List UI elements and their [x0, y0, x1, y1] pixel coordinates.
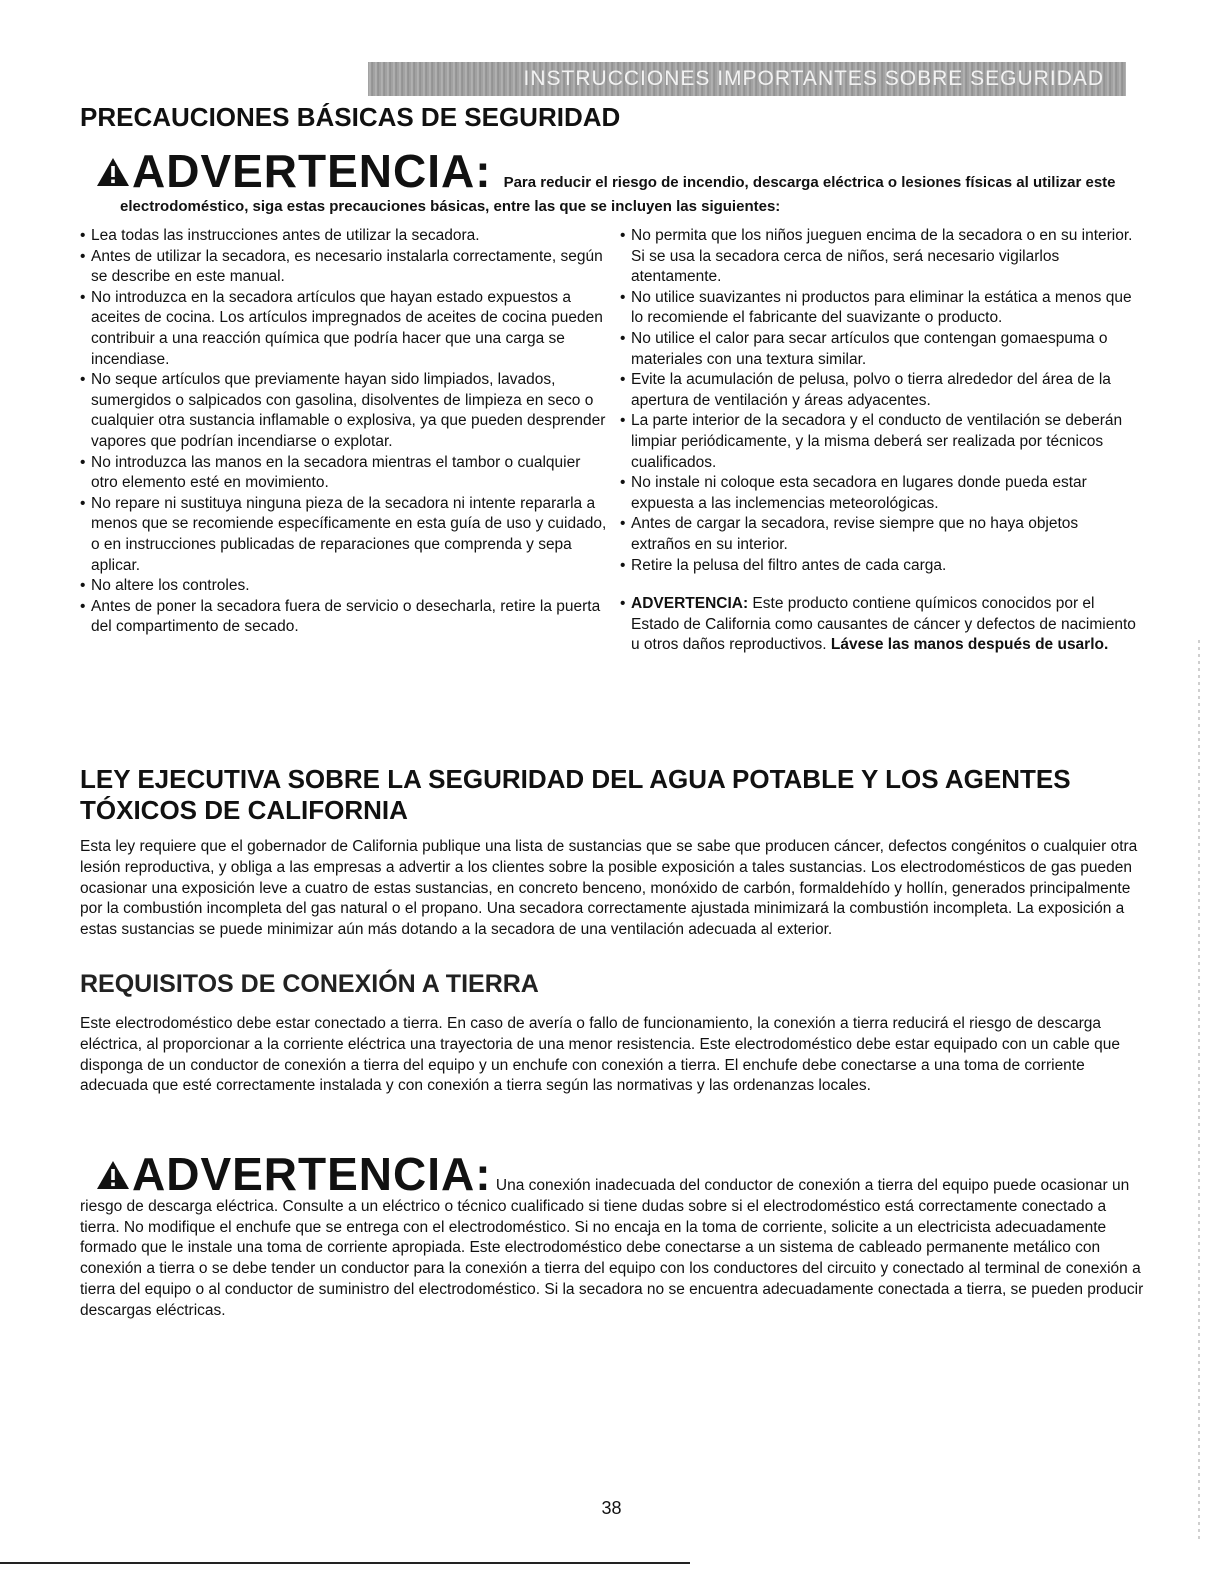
right-precautions-list	[620, 226, 1140, 576]
left-precautions-list	[80, 226, 610, 638]
precaution-item: • Antes de poner la secadora fuera de servicio o desecharla, retire la puerta del compartimento de secado.	[80, 597, 610, 638]
precaution-item: • No permita que los niños jueguen encima de la secadora o en su interior. Si se usa la secadora cerca de niños, será necesario vigilarlos atentamente.	[620, 226, 1140, 288]
chemical-warning-wash-hands: Lávese las manos después de usarlo.	[830, 636, 1109, 654]
grounding-requirements-title: REQUISITOS DE CONEXIÓN A TIERRA	[80, 970, 539, 998]
right-precautions-column	[620, 226, 1140, 656]
precaution-item: • La parte interior de la secadora y el conducto de ventilación se deberán limpiar periódicamente, y la misma deberá ser realizada por técnicos cualificados.	[620, 411, 1140, 473]
scan-edge-artifact	[1198, 640, 1200, 1540]
warning-intro-line2: electrodoméstico, siga estas precauciones básicas, entre las que se incluyen las siguientes:	[120, 198, 781, 215]
grounding-requirements-body: Este electrodoméstico debe estar conectado a tierra. En caso de avería o fallo de funcionamiento, la conexión a tierra reducirá el riesgo de descarga eléctrica, al proporcionar a la corriente eléctrica una trayectoria de una menor resistencia. Este electrodoméstico debe estar equipado con un cable que disponga de un conductor de conexión a tierra del equipo y un enchufe con conexión a tierra. El enchufe debe conectarse a una toma de corriente adecuada que esté correctamente instalada y con conexión a tierra según las normativas y las ordenanzas locales.	[80, 1015, 1120, 1095]
precaution-item: • No instale ni coloque esta secadora en lugares donde pueda estar expuesta a las inclemencias meteorológicas.	[620, 473, 1140, 514]
precaution-item: • No introduzca las manos en la secadora mientras el tambor o cualquier otro elemento esté en movimiento.	[80, 453, 610, 494]
precaution-item: • Antes de utilizar la secadora, es necesario instalarla correctamente, según se describe en este manual.	[80, 247, 610, 288]
section-banner	[368, 62, 1126, 96]
precaution-item: • No repare ni sustituya ninguna pieza de la secadora ni intente repararla a menos que se recomiende específicamente en esta guía de uso y cuidado, o en instrucciones publicadas de reparaciones que comprenda y sepa aplicar.	[80, 494, 610, 576]
basic-safety-title: PRECAUCIONES BÁSICAS DE SEGURIDAD	[80, 102, 621, 132]
banner-text: INSTRUCCIONES IMPORTANTES SOBRE SEGURIDAD	[523, 67, 1104, 90]
california-law-title: LEY EJECUTIVA SOBRE LA SEGURIDAD DEL AGUA POTABLE Y LOS AGENTES TÓXICOS DE CALIFORNIA	[80, 764, 1071, 825]
warning-word: ADVERTENCIA:	[132, 145, 492, 197]
precaution-item: • No utilice el calor para secar artículos que contengan gomaespuma o materiales con una textura similar.	[620, 329, 1140, 370]
chemical-warning-item	[620, 594, 1140, 656]
precaution-item: • No utilice suavizantes ni productos para eliminar la estática a menos que lo recomiende el fabricante del suavizante o producto.	[620, 288, 1140, 329]
precaution-item: • Lea todas las instrucciones antes de utilizar la secadora.	[80, 226, 610, 247]
precaution-item: • No altere los controles.	[80, 576, 610, 597]
precaution-item: • No seque artículos que previamente hayan sido limpiados, lavados, sumergidos o salpicados con gasolina, disolventes de limpieza en seco o cualquier otra sustancia inflamable o explosiva, ya que pueden desprender vapores que podrían incendiarse o explotar.	[80, 370, 610, 452]
warning-header	[96, 146, 1156, 215]
precaution-item: • Antes de cargar la secadora, revise siempre que no haya objetos extraños en su interior.	[620, 514, 1140, 555]
precaution-item: • No introduzca en la secadora artículos que hayan estado expuestos a aceites de cocina. Los artículos impregnados de aceites de cocina pueden contribuir a una reacción química que podría hacer que una carga se incendiase.	[80, 288, 610, 370]
page-number: 38	[601, 1498, 622, 1518]
warning-intro-line1: Para reducir el riesgo de incendio, descarga eléctrica o lesiones físicas al utilizar este	[503, 174, 1116, 191]
precaution-item: • Evite la acumulación de pelusa, polvo o tierra alrededor del área de la apertura de ventilación y áreas adyacentes.	[620, 370, 1140, 411]
warning-triangle-icon	[96, 157, 130, 187]
precaution-item: • Retire la pelusa del filtro antes de cada carga.	[620, 556, 1140, 577]
warning-word: ADVERTENCIA:	[132, 1148, 492, 1200]
chemical-warning-label: ADVERTENCIA:	[631, 595, 749, 613]
warning-triangle-icon	[96, 1160, 130, 1190]
grounding-warning	[80, 1148, 1146, 1322]
chemical-warning-text: Este producto contiene químicos conocidos por el Estado de California como causantes de cáncer y defectos de nacimiento u otros daños reproductivos.	[631, 595, 1136, 654]
california-law-body: Esta ley requiere que el gobernador de California publique una lista de sustancias que se sabe que producen cáncer, defectos congénitos o cualquier otra lesión reproductiva, y obliga a las empresas a advertir a los clientes sobre la posible exposición a tales sustancias. Los electrodomésticos de gas pueden ocasionar una exposición leve a cuatro de estas sustancias, en concreto benceno, monóxido de carbón, formaldehído y hollín, generados principalmente por la combustión incompleta del gas natural o el propano. Una secadora correctamente ajustada minimizará la combustión incompleta. La exposición a estas sustancias se puede minimizar aún más dotando a la secadora de una ventilación adecuada al exterior.	[80, 838, 1138, 939]
grounding-warning-text: Una conexión inadecuada del conductor de conexión a tierra del equipo puede ocasionar un riesgo de descarga eléctrica. Consulte a un eléctrico o técnico cualificado si tiene dudas sobre si el electrodoméstico está correctamente conectado a tierra. No modifique el enchufe que se entrega con el electrodoméstico. Si no encaja en la toma de corriente, solicite a un electricista adecuadamente formado que le instale una toma de corriente apropiada. Este electrodoméstico debe conectarse a un sistema de cableado permanente metálico con conexión a tierra o se debe tender un conductor para la conexión a tierra del equipo con los conductores del circuito y conectado al terminal de conexión a tierra del equipo o al conductor de suministro del electrodoméstico. Si la secadora no se encuentra adecuadamente conectada a tierra, se pueden producir descargas eléctricas.	[80, 1177, 1144, 1319]
left-precautions-column	[80, 226, 610, 638]
bottom-rule	[0, 1562, 690, 1564]
